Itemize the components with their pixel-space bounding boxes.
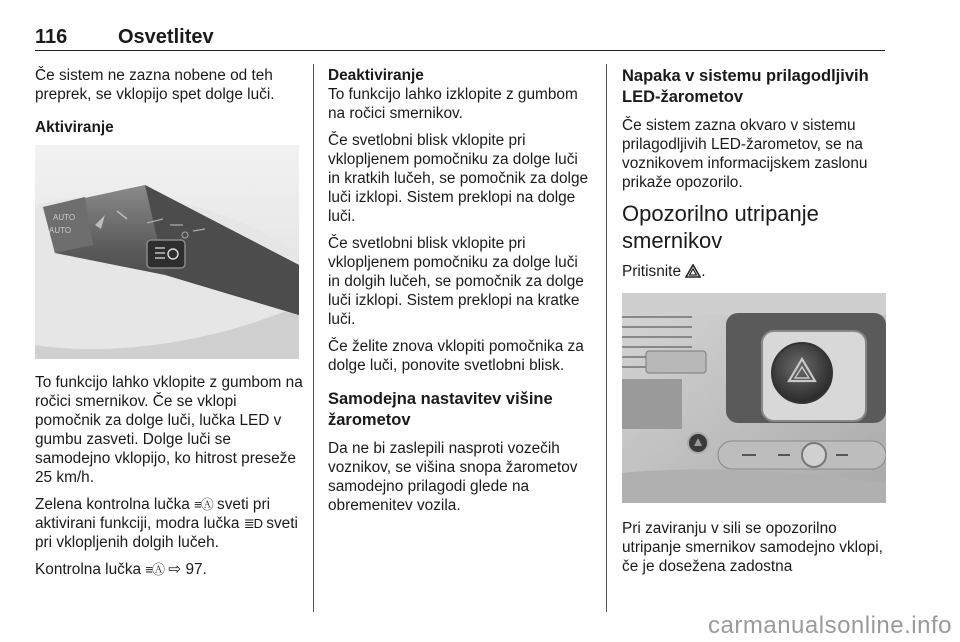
heading-hazard-warning: Opozorilno utripanje smernikov (622, 201, 819, 253)
heading-headlight-leveling: Samodejna nastavitev višine žarometov (328, 390, 553, 429)
column-divider (313, 64, 314, 612)
high-beam-assist-icon: ≡Ⓐ (145, 562, 164, 577)
heading-led-fault: Napaka v sistemu prilagodljivih LED-žarometov (622, 67, 869, 106)
emergency-braking-paragraph: Pri zaviranju v sili se opozorilno utripanje smernikov samodejno vklopi, če je dosežena zadostna (622, 520, 883, 575)
column-2 (328, 66, 592, 523)
page-reference-arrow-icon: ⇨ (168, 561, 182, 578)
indicator-text-b: sveti pri aktivirani funkciji, modra lučka (35, 496, 271, 532)
leveling-paragraph: Da ne bi zaslepili nasproti vozečih voznikov, se višina snopa žarometov samodejno prilagodi glede na obremenitev vozila. (328, 440, 578, 514)
flash-high-beam-paragraph: Če svetlobni blisk vklopite pri vklopljenem pomočniku za dolge luči in dolgih lučeh, se pomočnik za dolge luči izklopi. Sistem preklopi na kratke luči. (328, 235, 584, 328)
page-reference[interactable]: 97. (185, 561, 207, 578)
reference-text: Kontrolna lučka (35, 561, 142, 578)
watermark: carmanualsonline.info (708, 612, 952, 639)
turn-signal-stalk-illustration (35, 145, 299, 359)
hazard-button-figure (622, 293, 886, 503)
stalk-label: AUTO (49, 226, 72, 235)
press-text: Pritisnite (622, 263, 682, 280)
indicator-text-a: Zelena kontrolna lučka (35, 496, 190, 513)
reactivate-paragraph: Če želite znova vklopiti pomočnika za dolge luči, ponovite svetlobni blisk. (328, 338, 584, 374)
fault-paragraph: Če sistem zazna okvaro v sistemu prilagodljivih LED-žarometov, se na voznikovem informacijskem zaslonu prikaže opozorilo. (622, 117, 868, 191)
dashboard-hazard-illustration (622, 293, 886, 503)
hazard-warning-icon (685, 264, 701, 283)
column-divider (606, 64, 607, 612)
reference-paragraph (35, 560, 303, 579)
page-header (35, 26, 885, 51)
page-number: 116 (35, 26, 68, 48)
stalk-label: AUTO (53, 213, 76, 222)
high-beam-icon: ≣D (243, 516, 262, 531)
chapter-title: Osvetlitev (118, 26, 214, 48)
column-3 (622, 66, 888, 584)
indicator-paragraph (35, 495, 303, 552)
press-paragraph: Pritisnite . (622, 262, 888, 283)
flash-low-beam-paragraph: Če svetlobni blisk vklopite pri vklopljenem pomočniku za dolge luči in kratkih lučeh, se pomočnik za dolge luči izklopi. Sistem preklopi na dolge luči. (328, 132, 589, 225)
intro-paragraph: Če sistem ne zazna nobene od teh preprek, se vklopijo spet dolge luči. (35, 67, 275, 103)
stalk-figure (35, 145, 299, 359)
high-beam-assist-icon: ≡Ⓐ (194, 497, 213, 512)
heading-deactivation: Deaktiviranje (328, 67, 424, 84)
heading-activation: Aktiviranje (35, 119, 114, 136)
indicator-text-c: sveti pri vklopljenih dolgih lučeh. (35, 515, 298, 551)
deactivation-paragraph: To funkcijo lahko izklopite z gumbom na ročici smernikov. (328, 86, 578, 122)
column-1 (35, 66, 303, 587)
activation-paragraph: To funkcijo lahko vklopite z gumbom na ročici smernikov. Če se vklopi pomočnik za dolge luči, lučka LED v gumbu zasveti. Dolge luči se samodejno vklopijo, ko hitrost preseže 25 km/h. (35, 374, 303, 486)
